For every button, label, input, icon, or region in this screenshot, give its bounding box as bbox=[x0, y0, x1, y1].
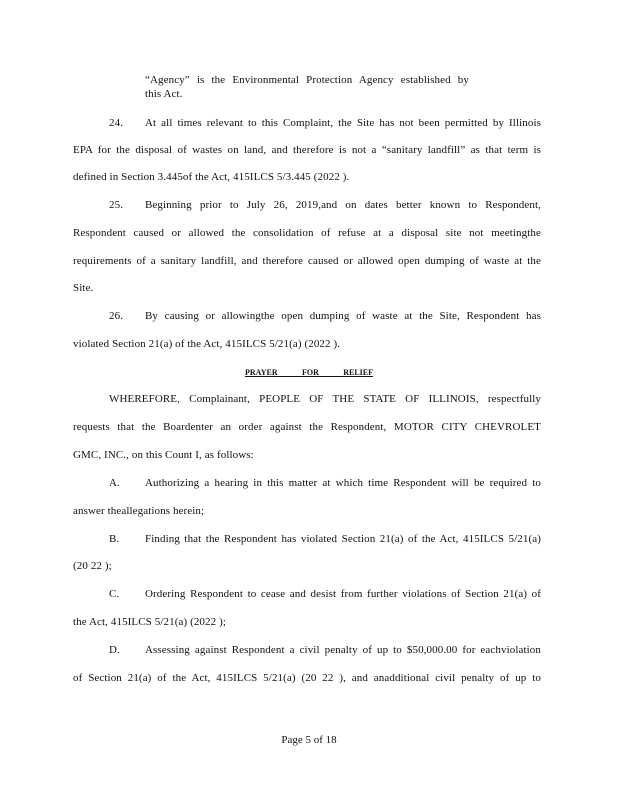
relief-item-c-line: the Act, 415ILCS 5/21(a) (2022 ); bbox=[73, 616, 226, 628]
relief-item-d-line: of Section 21(a) of the Act, 415ILCS 5/21(a) (20 22 ), and anadditional civil penalty of up to bbox=[73, 672, 541, 684]
wherefore-line: GMC, INC., on this Count I, as follows: bbox=[73, 449, 254, 461]
relief-item-a-line: answer theallegations herein; bbox=[73, 505, 205, 517]
paragraph-text: By causing or allowingthe open dumping of waste at the Site, Respondent has bbox=[145, 310, 541, 322]
wherefore-line: requests that the Boardenter an order against the Respondent, MOTOR CITY CHEVROLET bbox=[73, 421, 541, 433]
item-text: Finding that the Respondent has violated Section 21(a) of the Act, 415ILCS 5/21(a) bbox=[145, 533, 541, 545]
relief-item-d-line bbox=[109, 644, 541, 657]
paragraph-text: Beginning prior to July 26, 2019,and on dates better known to Respondent, bbox=[145, 199, 541, 211]
paragraph-24-line bbox=[109, 117, 541, 130]
item-text: Ordering Respondent to cease and desist from further violations of Section 21(a) of bbox=[145, 588, 541, 600]
relief-item-c-line bbox=[109, 588, 541, 601]
paragraph-text: At all times relevant to this Complaint, the Site has not been permitted by Illinois bbox=[145, 117, 541, 129]
definition-line: “Agency” is the Environmental Protection Agency established by bbox=[145, 74, 469, 86]
wherefore-line: WHEREFORE, Complainant, PEOPLE OF THE STATE OF ILLINOIS, respectfully bbox=[109, 393, 541, 405]
item-letter: C. bbox=[109, 588, 120, 600]
paragraph-26-line bbox=[109, 310, 541, 323]
paragraph-number: 25. bbox=[109, 199, 124, 211]
definition-line: this Act. bbox=[145, 88, 183, 100]
page-number: Page 5 of 18 bbox=[281, 734, 337, 746]
paragraph-25-line: Site. bbox=[73, 282, 94, 294]
relief-item-b-line bbox=[109, 533, 541, 546]
paragraph-26-line: violated Section 21(a) of the Act, 415ILCS 5/21(a) (2022 ). bbox=[73, 338, 341, 350]
paragraph-25-line bbox=[109, 199, 541, 212]
paragraph-24-line: EPA for the disposal of wastes on land, and therefore is not a “sanitary landfill” as that term is bbox=[73, 144, 541, 156]
paragraph-number: 24. bbox=[109, 117, 124, 129]
item-letter: A. bbox=[109, 477, 120, 489]
paragraph-25-line: Respondent caused or allowed the consolidation of refuse at a disposal site not meetingthe bbox=[73, 227, 541, 239]
item-text: Authorizing a hearing in this matter at which time Respondent will be required to bbox=[145, 477, 541, 489]
relief-item-a-line bbox=[109, 477, 541, 490]
relief-item-b-line: (20 22 ); bbox=[73, 560, 112, 572]
item-text: Assessing against Respondent a civil penalty of up to $50,000.00 for eachviolation bbox=[145, 644, 541, 656]
paragraph-number: 26. bbox=[109, 310, 124, 322]
item-letter: D. bbox=[109, 644, 120, 656]
paragraph-24-line: defined in Section 3.445of the Act, 415ILCS 5/3.445 (2022 ). bbox=[73, 171, 350, 183]
section-heading: PRAYER FOR RELIEF bbox=[245, 368, 373, 377]
item-letter: B. bbox=[109, 533, 120, 545]
paragraph-25-line: requirements of a sanitary landfill, and therefore caused or allowed open dumping of waste at the bbox=[73, 255, 541, 267]
